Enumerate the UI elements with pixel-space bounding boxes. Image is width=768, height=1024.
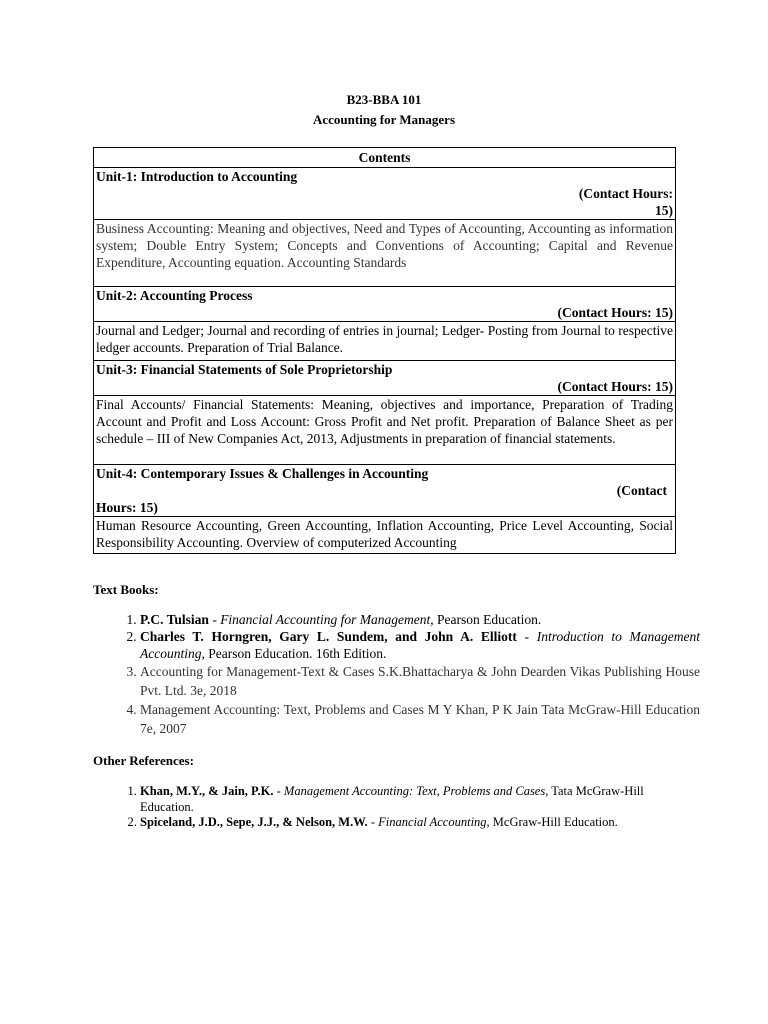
contents-table xyxy=(93,147,676,554)
other-references-heading: Other References: xyxy=(93,753,194,768)
unit-1-hours-line1: (Contact Hours: xyxy=(578,186,673,201)
separator: - xyxy=(367,815,379,829)
book-author: P.C. Tulsian xyxy=(140,612,209,627)
text-books-list xyxy=(114,611,700,738)
unit-4-header xyxy=(94,465,676,517)
unit-1-hours-line2: 15) xyxy=(655,203,673,218)
book-publisher: , Pearson Education. xyxy=(430,612,542,627)
unit-1-header xyxy=(94,168,676,220)
unit-3-title: Unit-3: Financial Statements of Sole Proprietorship xyxy=(96,362,393,377)
list-item xyxy=(140,815,680,831)
list-item xyxy=(140,611,700,628)
ref-author: Khan, M.Y., & Jain, P.K. xyxy=(140,784,274,798)
book-author: Charles T. Horngren, Gary L. Sundem, and John A. Elliott xyxy=(140,629,517,644)
unit-2-hours: (Contact Hours: 15) xyxy=(557,305,673,320)
separator: - xyxy=(208,612,221,627)
unit-1-title: Unit-1: Introduction to Accounting xyxy=(96,169,298,184)
unit-2-body: Journal and Ledger; Journal and recording of entries in journal; Ledger- Posting from Journal to respective ledger accounts. Preparation of Trial Balance. xyxy=(94,322,676,361)
list-item xyxy=(140,662,700,700)
ref-title: Financial Accounting xyxy=(378,815,487,829)
book-title: Introduction to Management Accounting xyxy=(140,629,700,661)
list-item xyxy=(140,628,700,662)
text-books-heading: Text Books: xyxy=(93,582,159,597)
separator: - xyxy=(273,784,284,798)
unit-4-hours-line2: Hours: 15) xyxy=(96,500,158,515)
unit-4-title: Unit-4: Contemporary Issues & Challenges in Accounting xyxy=(96,466,429,481)
unit-1-body: Business Accounting: Meaning and objectives, Need and Types of Accounting, Accounting as information system; Double Entry System; Concepts and Conventions of Accounting; Capital and Revenue Expenditure, Accounting equation. Accounting Standards xyxy=(94,220,676,287)
unit-2-title: Unit-2: Accounting Process xyxy=(96,288,253,303)
contents-heading: Contents xyxy=(94,148,676,168)
list-item xyxy=(140,784,680,815)
unit-3-hours: (Contact Hours: 15) xyxy=(557,379,673,394)
unit-2-header xyxy=(94,287,676,322)
ref-publisher: , Tata McGraw-Hill Education. xyxy=(140,784,644,814)
ref-title: Management Accounting: Text, Problems and Cases xyxy=(283,784,546,798)
separator: - xyxy=(516,629,537,644)
book-title: Financial Accounting for Management xyxy=(220,612,431,627)
book-text: Management Accounting: Text, Problems and Cases M Y Khan, P K Jain Tata McGraw-Hill Education 7e, 2007 xyxy=(140,702,700,736)
course-code: B23-BBA 101 xyxy=(346,92,422,107)
unit-4-hours-line1: (Contact xyxy=(616,483,667,498)
book-publisher: , Pearson Education. 16th Edition. xyxy=(201,646,387,661)
book-text: Accounting for Management-Text & Cases S.K.Bhattacharya & John Dearden Vikas Publishing House Pvt. Ltd. 3e, 2018 xyxy=(140,664,700,698)
unit-3-body: Final Accounts/ Financial Statements: Meaning, objectives and importance, Preparation of Trading Account and Profit and Loss Account: Gross Profit and Net profit. Preparation of Balance Sheet as per schedule – III of New Companies Act, 2013, Adjustments in preparation of financial statements. xyxy=(94,396,676,465)
ref-author: Spiceland, J.D., Sepe, J.J., & Nelson, M.W. xyxy=(140,815,368,829)
unit-3-header xyxy=(94,361,676,396)
course-title: Accounting for Managers xyxy=(312,112,456,127)
ref-publisher: , McGraw-Hill Education. xyxy=(486,815,618,829)
list-item xyxy=(140,700,700,738)
other-references-list xyxy=(114,784,680,831)
unit-4-body: Human Resource Accounting, Green Accounting, Inflation Accounting, Price Level Accounting, Social Responsibility Accounting. Overview of computerized Accounting xyxy=(94,517,676,554)
